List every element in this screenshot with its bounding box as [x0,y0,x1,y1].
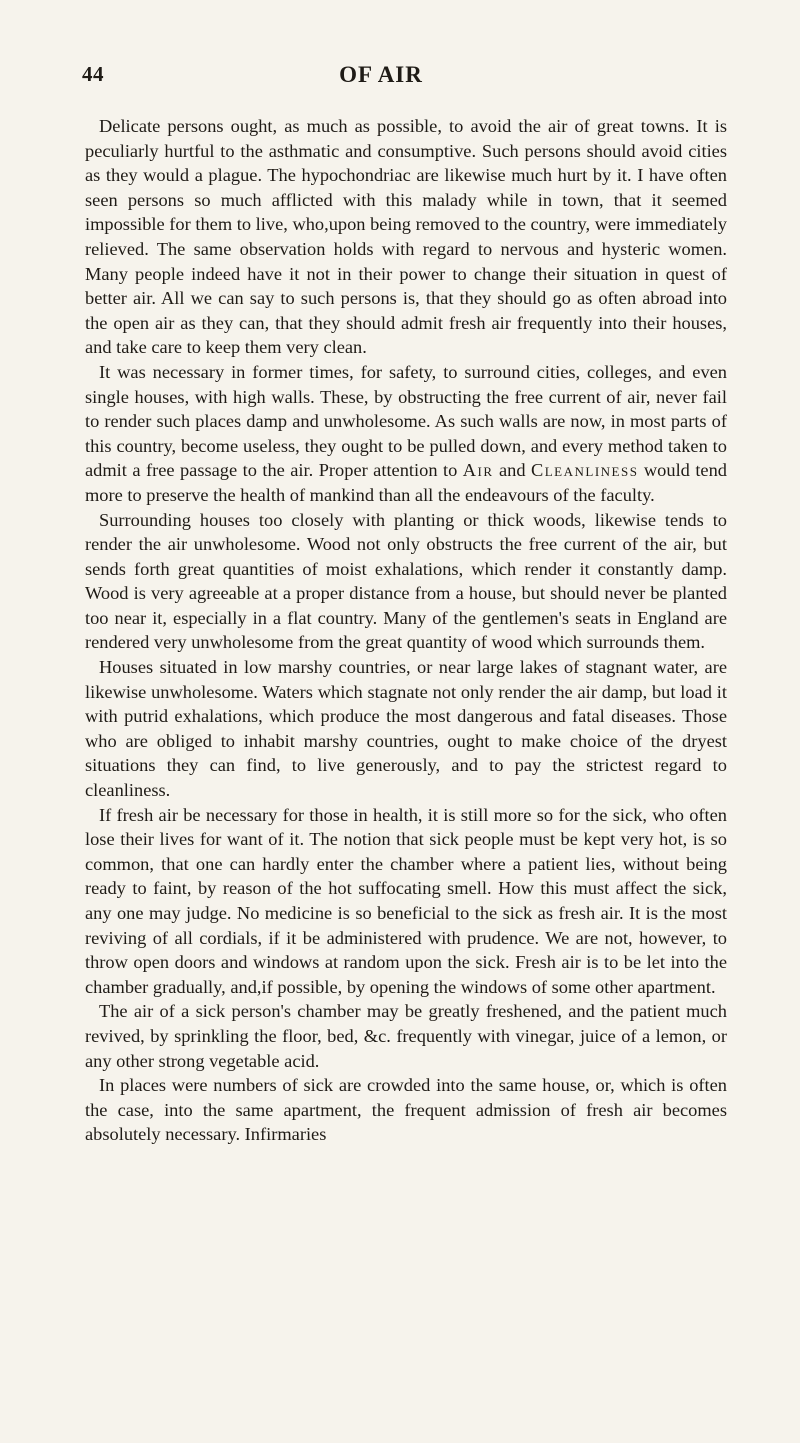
text-run: The air of a sick person's chamber may be greatly freshened, and the patient much revived, by sprinkling the floor, bed, &c. frequently with vinegar, juice of a lemon, or any other strong vegetable acid. [85,1001,727,1071]
paragraph [85,1073,727,1147]
text-run: It was necessary in former times, for safety, to surround cities, colleges, and even single houses, with high walls. These, by obstructing the free current of air, never fail to render such places damp and unwholesome. As such walls are now, in most parts of this country, become useless, they ought to be pulled down, and every method taken to admit a free passage to the air. Proper attention to [85,361,727,481]
paragraph [85,999,727,1073]
text-run: would tend more to preserve the health of mankind than all the endeavours of the faculty. [85,460,727,505]
body-text [85,114,727,1147]
text-run: and [493,460,531,481]
paragraph [85,360,727,508]
text-run: If fresh air be necessary for those in health, it is still more so for the sick, who often lose their lives for want of it. The notion that sick people must be kept very hot, is so common, that one can hardly enter the chamber where a patient lies, without being ready to faint, by reason of the hot suffocating smell. How this must affect the sick, any one may judge. No medicine is so beneficial to the sick as fresh air. It is the most reviving of all cordials, if it be administered with prudence. We are not, however, to throw open doors and windows at random upon the sick. Fresh air is to be let into the chamber gradually, and,if possible, by opening the windows of some other apartment. [85,804,727,997]
paragraph [85,803,727,1000]
running-title: OF AIR [339,62,423,87]
text-run: In places were numbers of sick are crowded into the same house, or, which is often the case, into the same apartment, the frequent admission of fresh air becomes absolutely necessary. Infirmaries [85,1075,727,1145]
text-run: Delicate persons ought, as much as possible, to avoid the air of great towns. It is peculiarly hurtful to the asthmatic and consumptive. Such persons should avoid cities as they would a plague. The hypochondriac are likewise much hurt by it. I have often seen persons so much afflicted with this malady while in town, that it seemed impossible for them to live, who,upon being removed to the country, were immediately relieved. The same observation holds with regard to nervous and hysteric women. Many people indeed have it not in their power to change their situation in quest of better air. All we can say to such persons is, that they should go as often abroad into the open air as they can, that they should admit fresh air frequently into their houses, and take care to keep them very clean. [85,116,727,358]
paragraph [85,114,727,360]
page-number: 44 [82,62,104,86]
smallcaps-term: Air [462,460,494,481]
running-head [82,62,680,96]
text-run: Surrounding houses too closely with planting or thick woods, likewise tends to render the air unwholesome. Wood not only obstructs the free current of the air, but sends forth great quantities of moist exhalations, which render it constantly damp. Wood is very agreeable at a proper distance from a house, but should never be planted too near it, especially in a flat country. Many of the gentlemen's seats in England are rendered very unwholesome from the great quantity of wood which surrounds them. [85,509,727,653]
text-run: Houses situated in low marshy countries, or near large lakes of stagnant water, are likewise unwholesome. Waters which stagnate not only render the air damp, but load it with putrid exhalations, which produce the most dangerous and fatal diseases. Those who are obliged to inhabit marshy countries, ought to make choice of the dryest situations they can find, to live generously, and to pay the strictest regard to cleanliness. [85,657,727,801]
smallcaps-term: Cleanliness [530,460,639,481]
paragraph [85,655,727,803]
paragraph [85,508,727,656]
